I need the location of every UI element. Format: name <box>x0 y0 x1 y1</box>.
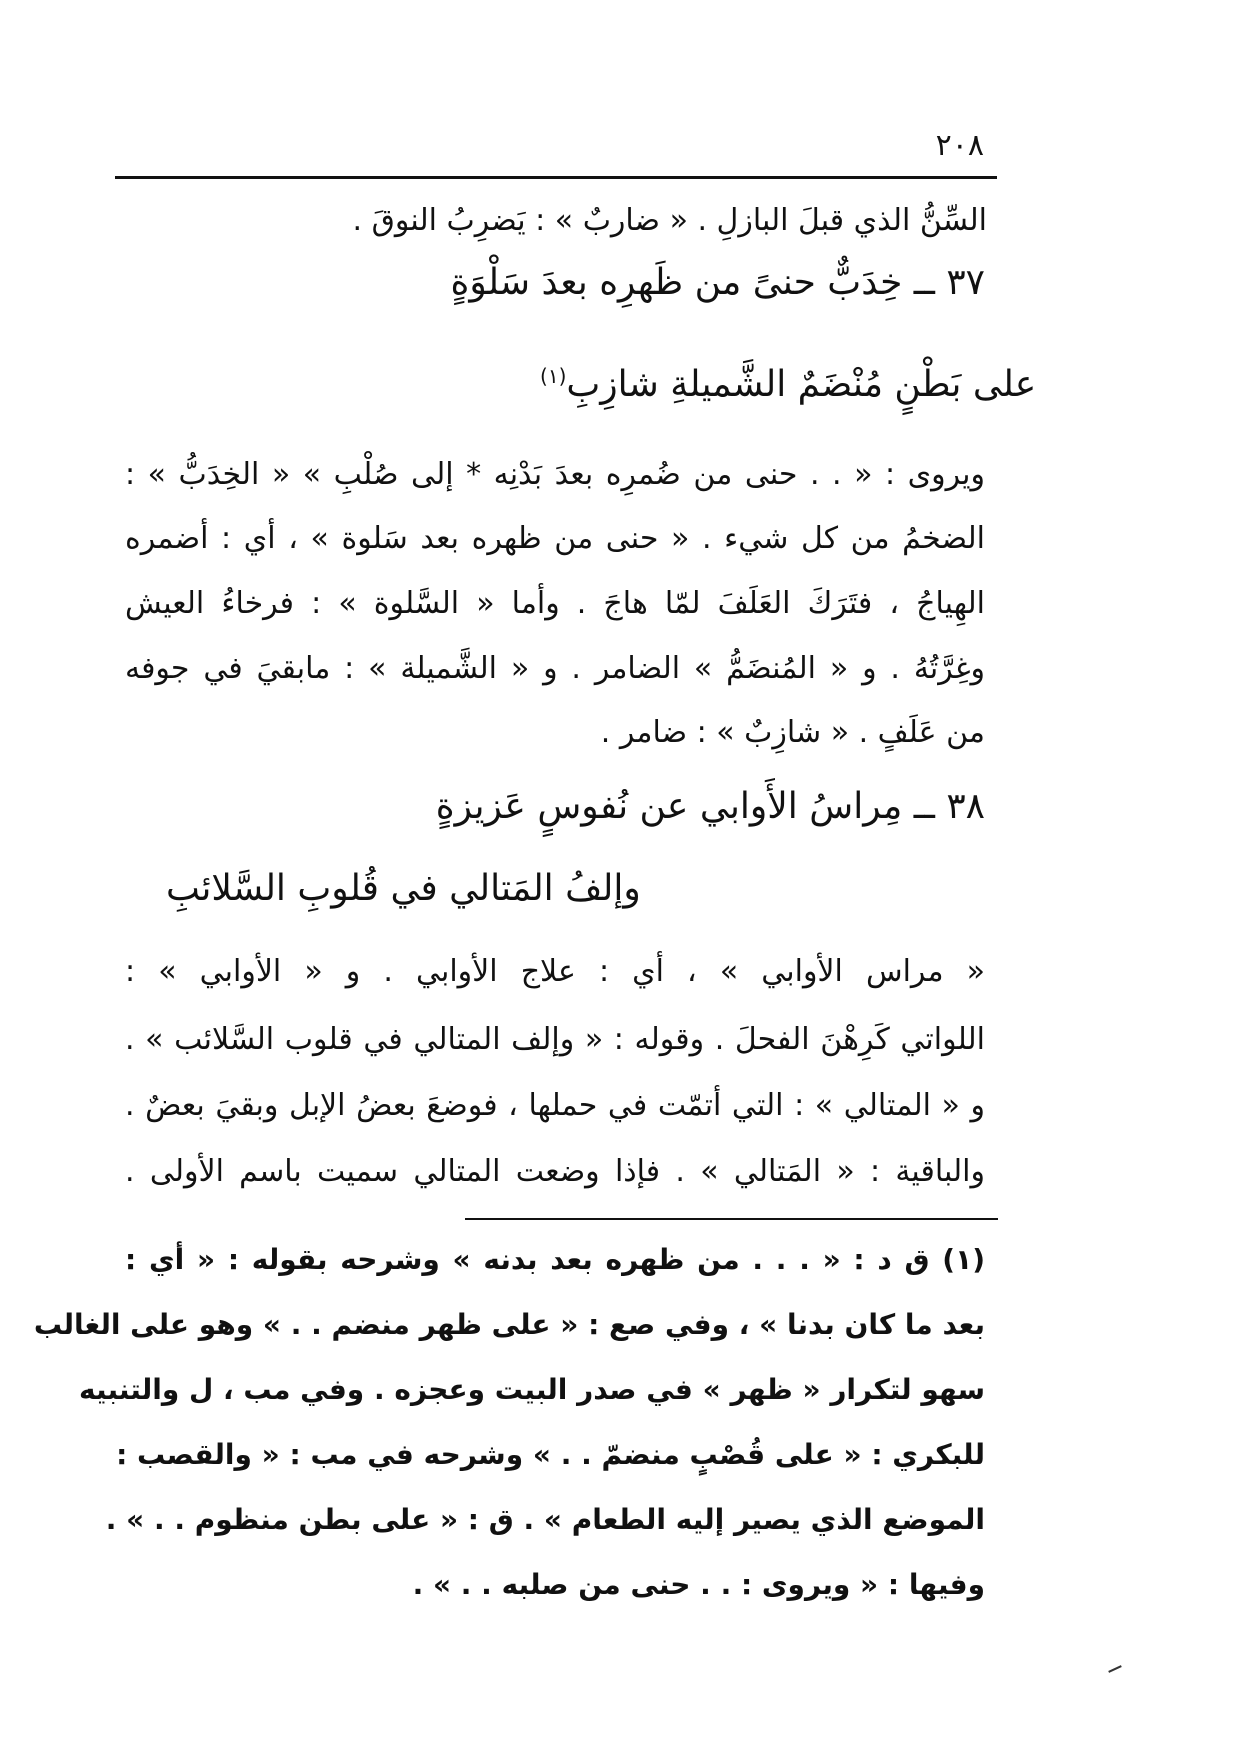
text-line-5: الضخمُ من كل شيء . « حنى من ظهره بعد سَلوة » ، أي : أضمره <box>125 521 985 556</box>
verse-37-second-hemistich <box>540 364 1036 405</box>
page-number: ٢٠٨ <box>935 128 984 163</box>
verse-38-second-hemistich: وإلفُ المَتالي في قُلوبِ السَّلائبِ <box>166 868 641 909</box>
footnote-reference-1: (١) <box>540 364 567 388</box>
verse-37-first-hemistich: ٣٧ ــ خِدَبٌّ حنىً من ظَهرِه بعدَ سَلْوَةٍ <box>450 262 985 303</box>
footnote-line-1: (١) ق د : « . . . من ظهره بعد بدنه » وشرحه بقوله : « أي : <box>125 1243 985 1276</box>
footnote-line-6: وفيها : « ويروى : . . حنى من صلبه . . » . <box>412 1568 985 1601</box>
text-line-1: السِّنُّ الذي قبلَ البازلِ . « ضاربٌ » : يَضرِبُ النوقَ . <box>352 203 987 238</box>
footnote-line-2: بعد ما كان بدنا » ، وفي صع : « على ظهر منضم . . » وهو على الغالب <box>33 1308 985 1341</box>
footnote-line-4: للبكري : « على قُصْبٍ منضمّ . . » وشرحه في مب : « والقصب : <box>116 1438 985 1471</box>
text-line-7: وغِرَّتُهُ . و « المُنضَمُّ » الضامر . و « الشَّميلة » : مابقيَ في جوفه <box>125 651 985 686</box>
header-rule <box>115 176 997 179</box>
footnote-rule <box>465 1218 998 1220</box>
text-line-14: والباقية : « المَتالي » . فإذا وضعت المتالي سميت باسم الأولى . <box>125 1154 985 1189</box>
text-line-4: ويروى : « . . حنى من ضُمرِه بعدَ بَدْنِه * إلى صُلْبِ » « الخِدَبُّ » : <box>125 457 985 492</box>
stray-mark <box>1108 1665 1122 1673</box>
verse-38-first-hemistich: ٣٨ ــ مِراسُ الأَوابي عن نُفوسٍ عَزيزةٍ <box>435 786 985 827</box>
text-line-6: الهِياجُ ، فتَرَكَ العَلَفَ لمّا هاجَ . وأما « السَّلوة » : فرخاءُ العيش <box>125 586 985 621</box>
verse-37-second-hemistich-text: على بَطْنٍ مُنْضَمٌ الشَّميلةِ شازِبِ <box>566 364 1037 405</box>
footnote-line-5: الموضع الذي يصير إليه الطعام » . ق : « على بطن منظوم . . » . <box>105 1503 985 1536</box>
footnote-line-3: سهو لتكرار « ظهر » في صدر البيت وعجزه . وفي مب ، ل والتنبيه <box>79 1373 985 1406</box>
text-line-8: من عَلَفٍ . « شازِبٌ » : ضامر . <box>600 715 985 750</box>
text-line-12: اللواتي كَرِهْنَ الفحلَ . وقوله : « وإلف المتالي في قلوب السَّلائب » . <box>125 1022 985 1057</box>
text-line-13: و « المتالي » : التي أتمّت في حملها ، فوضعَ بعضُ الإبل وبقيَ بعضٌ . <box>125 1088 985 1123</box>
text-line-11: « مراس الأوابي » ، أي : علاج الأوابي . و « الأوابي » : <box>125 954 985 989</box>
